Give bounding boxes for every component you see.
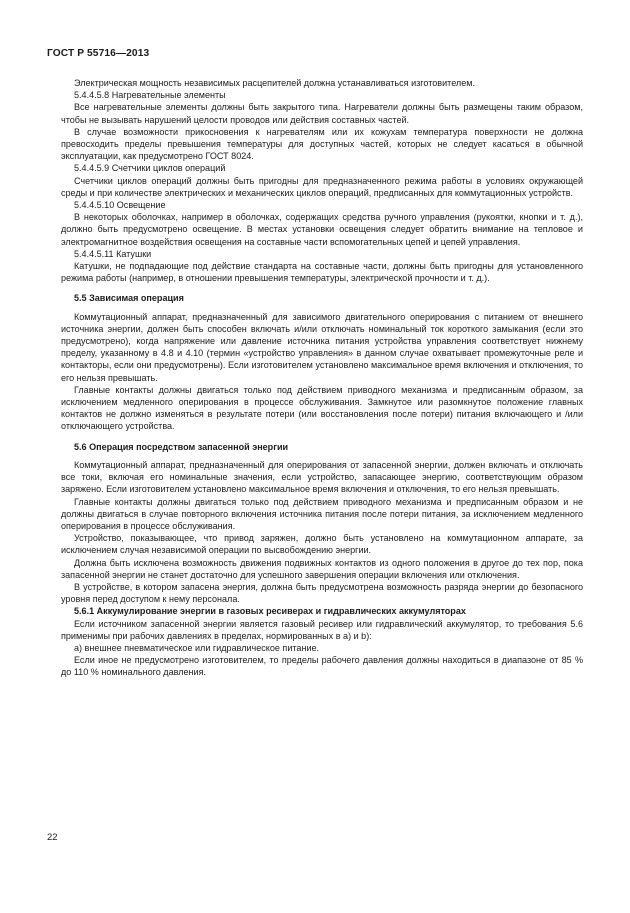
spacer	[61, 433, 583, 441]
paragraph: Коммутационный аппарат, предназначенный для оперирования от запасенной энергии, должен включать и отключать все токи, включая его номинальные значения, если устройство, запасающее энергию, соответствующим образом заряжено. Если изготовителем установлено максимальное время включения и отключения, то его нельзя превышать.	[61, 459, 583, 495]
paragraph: Главные контакты должны двигаться только под действием приводного механизма и предписанным образом и не должны двигаться в случае повторного включения источника питания после потери питания, за исключением медленного оперирования в процессе обслуживания.	[61, 496, 583, 531]
paragraph: В некоторых оболочках, например в оболочках, содержащих средства ручного управления (рукоятки, кнопки и т. д.), должно быть предусмотрено освещение. В местах установки освещения следует обратить внимание на тепловое и электромагнитное воздействия освещения на составные части вспомогательных цепей и цепей управления.	[61, 212, 583, 247]
document-header: ГОСТ Р 55716—2013	[47, 48, 150, 59]
spacer	[61, 284, 583, 292]
paragraph: Если источником запасенной энергии является газовый ресивер или гидравлический аккумулятор, то требования 5.6 применимы при рабочих давлениях в пределах, нормированных в а) и b):	[61, 618, 583, 641]
paragraph: Главные контакты должны двигаться только под действием приводного механизма и предписанным образом, за исключением медленного оперирования в процессе обслуживания. Замкнутое или разомкнутое положение главных контактов не должно изменяться в результате потери (или восстановления после потери) питания включающего и /или отключающего устройства.	[61, 384, 583, 432]
subsection-heading: 5.4.4.5.8 Нагревательные элементы	[74, 90, 226, 101]
subsection-heading: 5.4.4.5.11 Катушки	[74, 248, 152, 259]
paragraph: Коммутационный аппарат, предназначенный для зависимого двигательного оперирования с питанием от внешнего источника энергии, должен быть способен включать и/или отключать номинальный ток короткого замыкания (если это предусмотрено), когда напряжение или давление источника питания устройства управления соответствует нижнему пределу, указанному в 4.8 и 4.10 (термин «устройство управления» в данном случае охватывает промежуточные реле и контакторы, если они предусмотрены). Если изготовителем установлено максимальное время включения и отключения, то его нельзя превышать.	[61, 311, 583, 383]
document-body	[61, 77, 583, 679]
section-heading-5-6: 5.6 Операция посредством запасенной энергии	[74, 441, 289, 452]
subsection-heading: 5.4.4.5.9 Счетчики циклов операций	[74, 163, 226, 174]
paragraph: Все нагревательные элементы должны быть закрытого типа. Нагреватели должны быть размещены таким образом, чтобы не вызывать нарушений целости проводов или действия составных частей.	[61, 102, 583, 125]
paragraph: В случае возможности прикосновения к нагревателям или их кожухам температура поверхности не должна превосходить пределы превышения температуры для доступных частей, которых не следует касаться в обычной эксплуатации, как предусмотрено ГОСТ 8024.	[61, 126, 583, 162]
section-heading-5-6-1: 5.6.1 Аккумулирование энергии в газовых ресиверах и гидравлических аккумуляторах	[74, 606, 466, 617]
paragraph: Должна быть исключена возможность движения подвижных контактов из одного положения в другое до тех пор, пока запасенной энергии не станет достаточно для успешного завершения операции включения или отключения.	[61, 557, 583, 580]
paragraph: Если иное не предусмотрено изготовителем, то пределы рабочего давления должны находиться в диапазоне от 85 % до 110 % номинального давления.	[61, 655, 583, 678]
paragraph: В устройстве, в котором запасена энергия, должна быть предусмотрена возможность разряда энергии до безопасного уровня перед доступом к нему персонала.	[61, 581, 583, 605]
paragraph: Катушки, не подпадающие под действие стандарта на составные части, должны быть пригодны для установленного режима работы (например, в отношении превышения температуры, электрической прочности и т. д.).	[61, 261, 583, 284]
page-number: 22	[47, 832, 58, 843]
paragraph: Устройство, показывающее, что привод заряжен, должно быть установлено на коммутационном аппарате, за исключением случая независимой операции по высвобождению энергии.	[61, 533, 583, 556]
paragraph: Электрическая мощность независимых расцепителей должна устанавливаться изготовителем.	[74, 78, 475, 88]
paragraph: Счетчики циклов операций должны быть пригодны для предназначенного режима работы в условиях окружающей среды и при количестве электрических и механических циклов операций, предписанных для коммутационных устройств.	[61, 175, 583, 198]
list-item: а) внешнее пневматическое или гидравлическое питание.	[74, 642, 320, 653]
section-heading-5-5: 5.5 Зависимая операция	[74, 293, 184, 304]
subsection-heading: 5.4.4.5.10 Освещение	[74, 200, 166, 211]
